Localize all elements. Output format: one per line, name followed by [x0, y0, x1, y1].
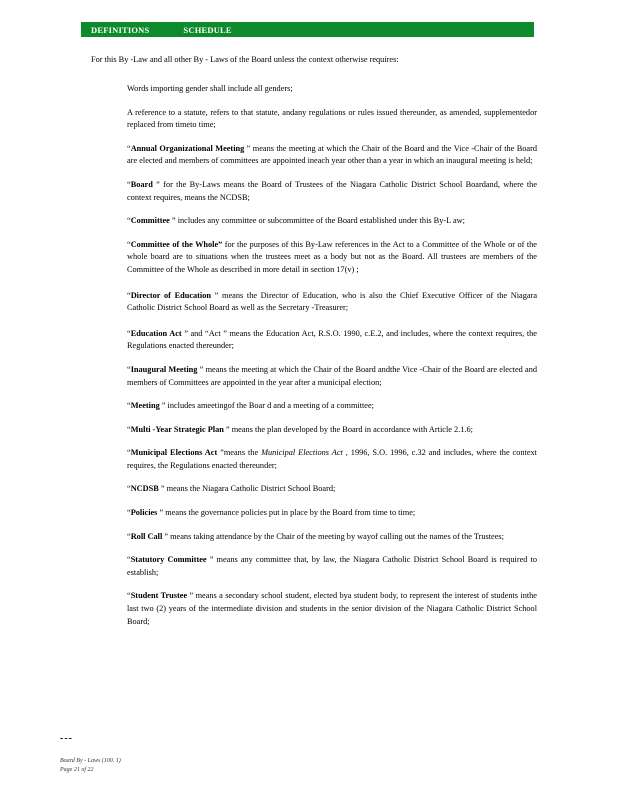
- definition-quote: “: [127, 424, 131, 434]
- definition-quote: “: [127, 555, 131, 565]
- definition-quote: “: [127, 290, 131, 300]
- definition-text: ”means the: [217, 448, 262, 458]
- definition-term: Director of Education: [130, 290, 211, 300]
- definition-text: ” means the meeting at which the Chair of the Board andthe Vice -Chair of the Board are elected and members of Committees are appointed in the year after a municipal election;: [127, 364, 537, 387]
- definition-entry: [127, 507, 537, 520]
- definition-term: Policies: [130, 508, 158, 518]
- definition-text: for the purposes of this By-Law references in the Act to a Committee of the Whole or of the whole board are to situations when the trustees meet as a body but not as the Board. All trustees are members of the Committee of the Whole as described in more detail in section 17(v) ;: [127, 239, 537, 274]
- definition-text: Words importing gender shall include all genders;: [127, 84, 293, 93]
- definition-text: ” means the meeting at which the Chair of the Board and the Vice -Chair of the Board are elected and members of committees are appointed ineach year other than a year in which an inaugural meeting is held;: [127, 143, 537, 166]
- definition-entry: [127, 447, 537, 472]
- definition-term: Education Act: [130, 328, 182, 338]
- definition-italic-title: Municipal Elections Act: [261, 448, 343, 458]
- definition-quote: “: [127, 239, 131, 249]
- definition-entry: [127, 83, 537, 96]
- definition-entry: [127, 215, 537, 228]
- definition-entry: [127, 424, 537, 437]
- definition-text: ” and “Act ” means the Education Act, R.S.O. 1990, c.E.2, and includes, where the context requires, the Regulations enacted thereunder;: [127, 328, 537, 351]
- footer-document-title: Board By - Laws (100. 1): [60, 758, 121, 764]
- definition-text: ” includes ameetingof the Boar d and a meeting of a committee;: [159, 401, 374, 411]
- definition-term: Annual Organizational Meeting: [130, 143, 245, 153]
- definition-text: ” means any committee that, by law, the Niagara Catholic District School Board is required to establish;: [127, 555, 537, 577]
- definition-entry: [127, 400, 537, 413]
- definition-term: Inaugural Meeting: [130, 364, 198, 374]
- intro-paragraph: For this By -Law and all other By - Laws of the Board unless the context otherwise requires:: [91, 55, 399, 64]
- definition-entry: [127, 554, 537, 579]
- definition-term: Committee of the Whole”: [130, 239, 223, 249]
- definition-quote: “: [127, 179, 131, 189]
- definition-text: ” means the Director of Education, who is also the Chief Executive Officer of the Niagara Catholic District School Board as well as the Secretary -Treasurer;: [127, 290, 537, 313]
- definition-entry: [127, 290, 537, 315]
- definition-text: ” means the governance policies put in place by the Board from time to time;: [157, 508, 416, 518]
- definition-term: Meeting: [130, 401, 160, 411]
- definition-term: Municipal Elections Act: [130, 448, 218, 458]
- definition-term: Multi -Year Strategic Plan: [130, 424, 224, 434]
- definition-text: ” means a secondary school student, elected bya student body, to represent the interest of students inthe last two (2) years of the intermediate division and students in the senior division of the Niagara Catholic District School Board;: [127, 591, 537, 626]
- definition-quote: “: [127, 401, 131, 411]
- definition-term: NCDSB: [130, 484, 159, 494]
- definition-quote: “: [127, 508, 131, 518]
- definition-quote: “: [127, 143, 131, 153]
- definition-quote: “: [127, 531, 131, 541]
- definitions-heading: DEFINITIONS: [91, 24, 150, 35]
- definition-text-continued: , 1996, S.O. 1996, c.32 and includes, where the context requires, the Regulations enacted thereunder;: [127, 448, 537, 470]
- definition-term: Board: [130, 179, 153, 189]
- definition-entry: [127, 328, 537, 353]
- definition-term: Statutory Committee: [130, 555, 207, 565]
- definition-quote: “: [127, 364, 131, 374]
- definition-entry: [127, 531, 537, 544]
- definition-term: Committee: [130, 216, 170, 226]
- definition-text: ” includes any committee or subcommittee of the Board established under this By-L aw;: [169, 216, 465, 226]
- definition-text: A reference to a statute, refers to that statute, andany regulations or rules issued thereunder, as amended, supplementedor replaced from timeto time;: [127, 107, 537, 130]
- definition-quote: “: [127, 448, 131, 458]
- footer-page-number: Page 21 of 22: [60, 767, 94, 773]
- definition-entry: [127, 364, 537, 389]
- definition-entry: [127, 107, 537, 132]
- definition-text: ” means the Niagara Catholic District School Board;: [158, 484, 336, 494]
- definition-quote: “: [127, 216, 131, 226]
- definition-term: Student Trustee: [130, 591, 188, 601]
- definition-text: ” for the By-Laws means the Board of Trustees of the Niagara Catholic District School Boardand, where the context requires, means the NCDSB;: [127, 179, 537, 202]
- definition-term: Roll Call: [130, 531, 163, 541]
- schedule-heading: SCHEDULE: [183, 24, 232, 35]
- section-header-banner: [81, 22, 534, 37]
- footnote-separator: ---: [60, 733, 73, 744]
- page-footer: [60, 757, 121, 775]
- definition-entry: [127, 143, 537, 168]
- definition-text: ” means taking attendance by the Chair of the meeting by wayof calling out the names of the Trustees;: [162, 531, 504, 541]
- definition-quote: “: [127, 484, 131, 494]
- definitions-list: [127, 83, 537, 639]
- definition-entry: [127, 483, 537, 496]
- definition-entry: [127, 590, 537, 628]
- definition-entry: [127, 179, 537, 204]
- definition-text: ” means the plan developed by the Board in accordance with Article 2.1.6;: [223, 424, 473, 434]
- definition-quote: “: [127, 328, 131, 338]
- definition-quote: “: [127, 591, 131, 601]
- definition-entry: [127, 239, 537, 277]
